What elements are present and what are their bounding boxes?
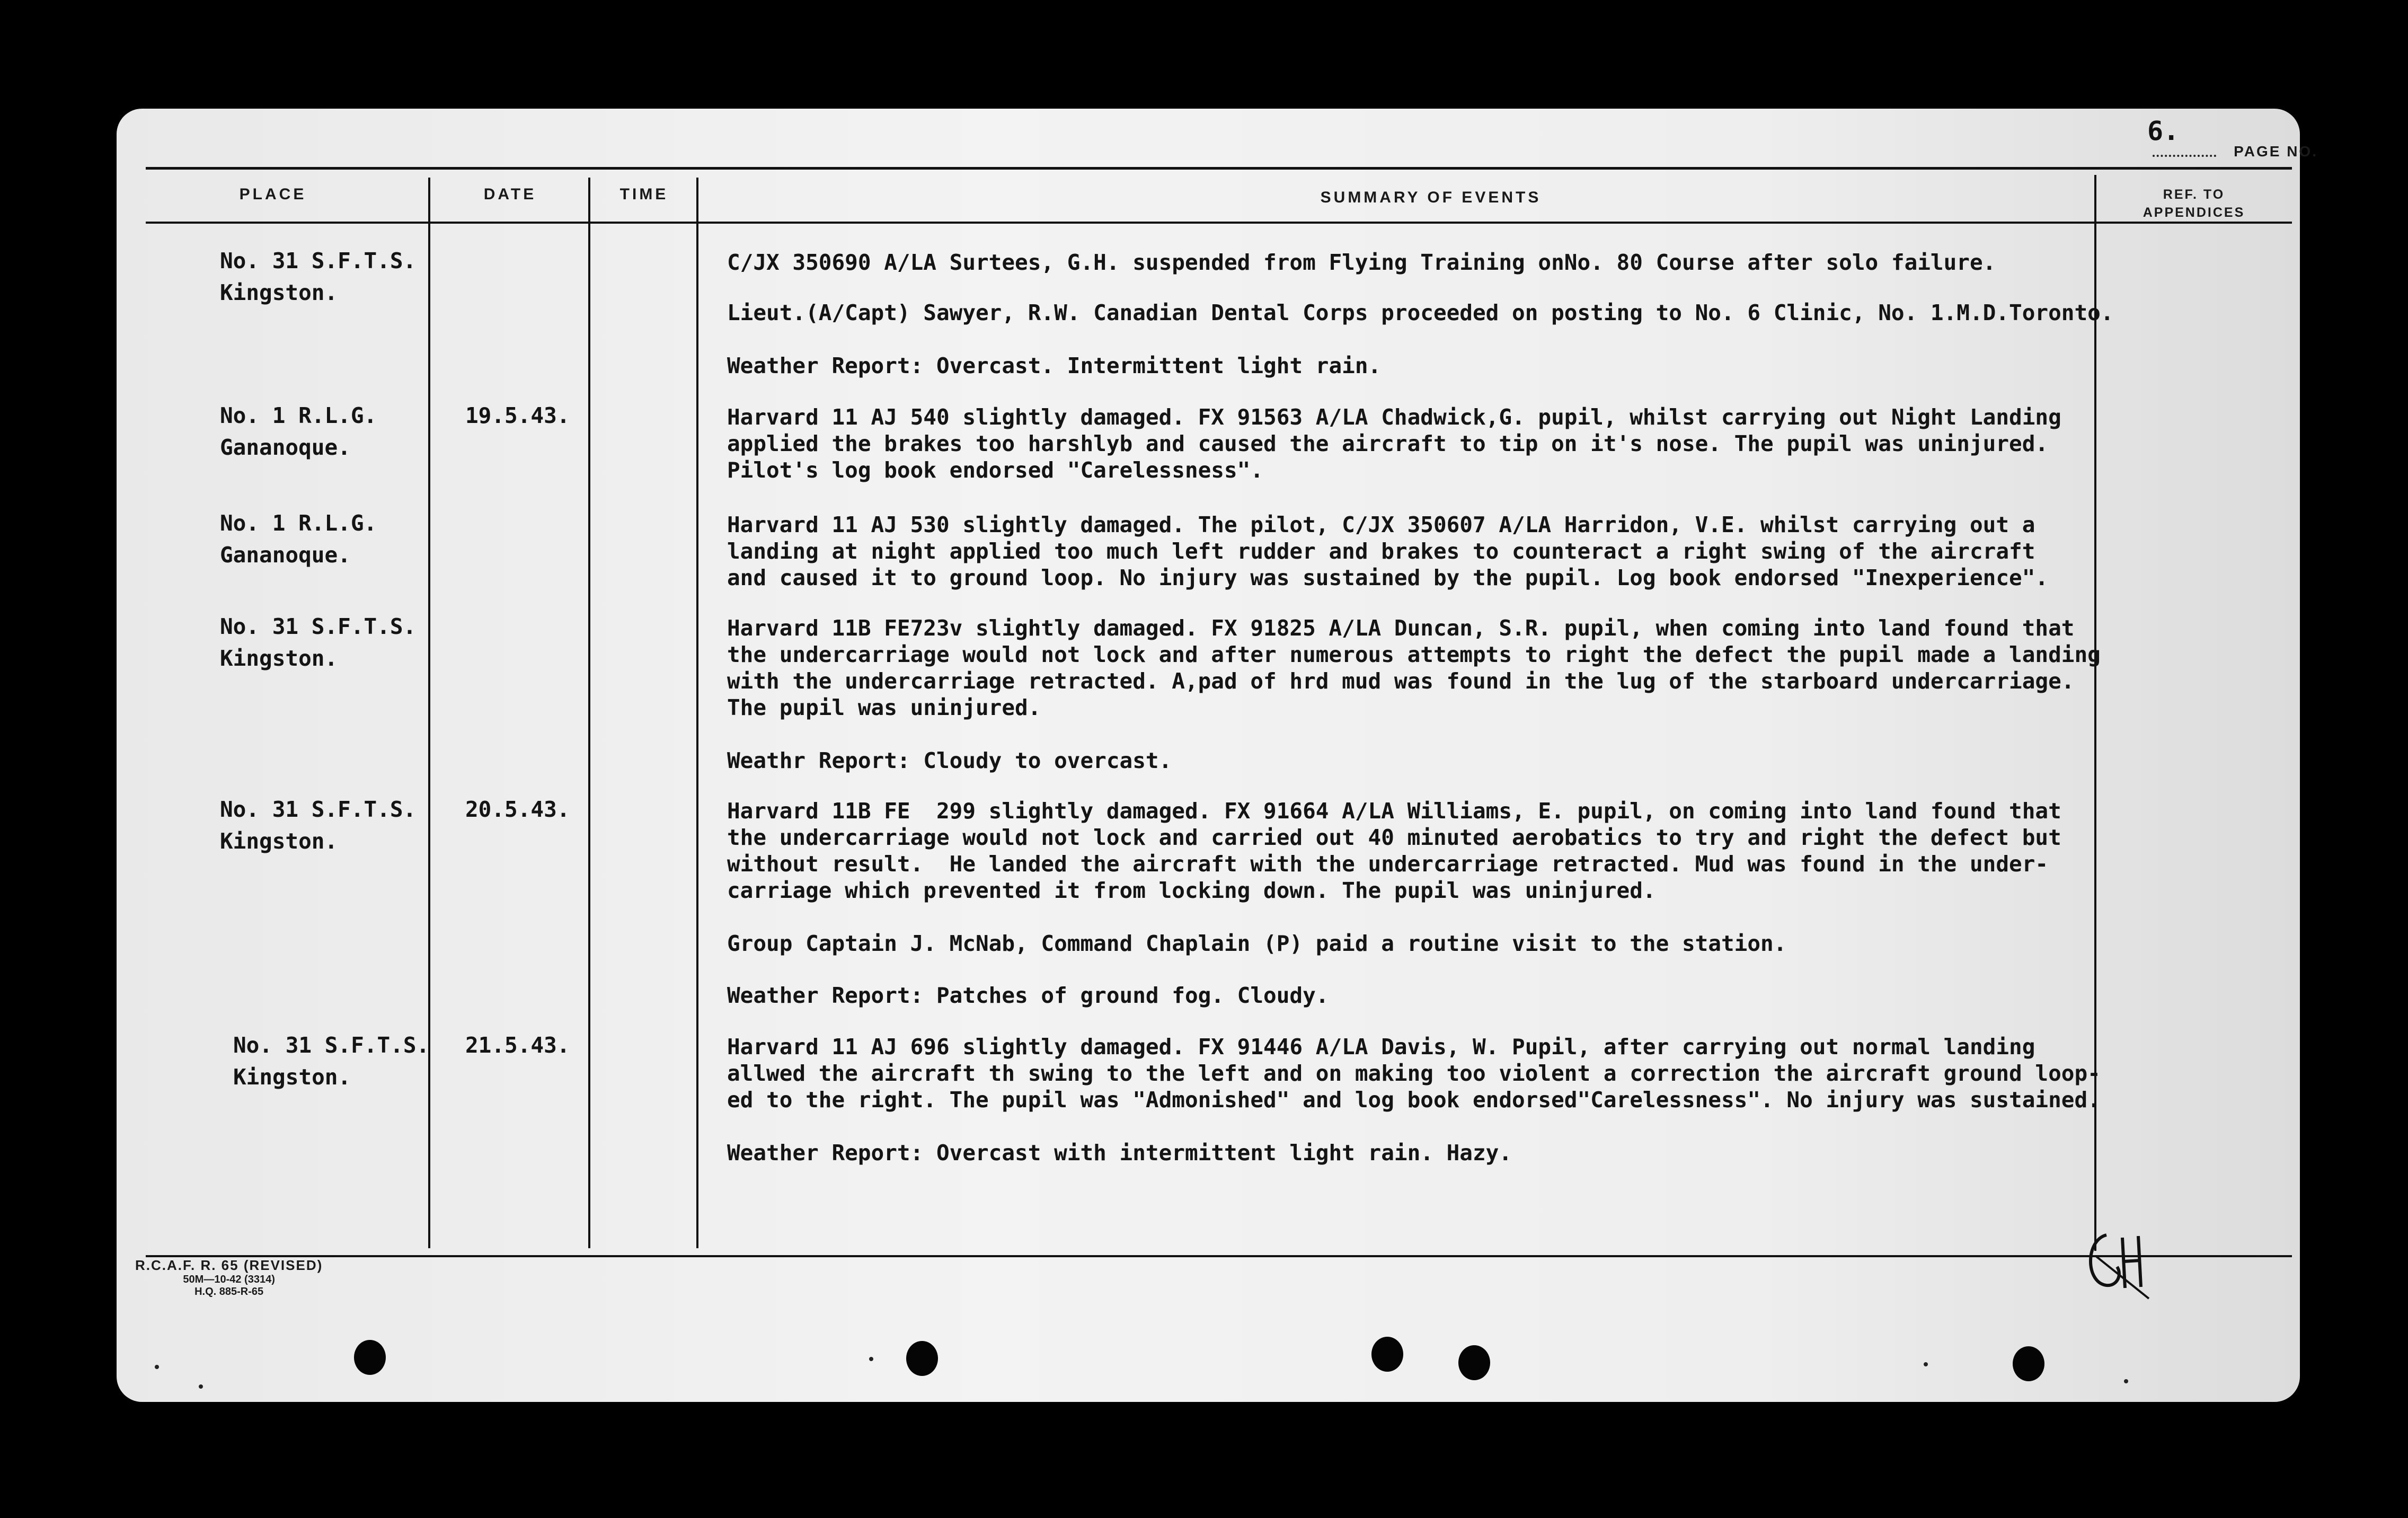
page-number-dotted-line (2153, 155, 2216, 157)
entry-summary-line: Weathr Report: Cloudy to overcast. (727, 748, 1172, 773)
binder-hole (1371, 1337, 1403, 1372)
entry-summary-line: Harvard 11 AJ 696 slightly damaged. FX 91446 A/LA Davis, W. Pupil, after carrying out normal landing (727, 1034, 2035, 1060)
entry-summary-line: The pupil was uninjured. (727, 695, 1041, 720)
entry-summary-line: Weather Report: Overcast with intermittent light rain. Hazy. (727, 1140, 1512, 1166)
entry-summary-line: Weather Report: Patches of ground fog. Cloudy. (727, 983, 1329, 1008)
ref-header-line2: APPENDICES (2143, 205, 2245, 220)
entry-summary-line: landing at night applied too much left rudder and brakes to counteract a right swing of the aircraft (727, 539, 2035, 564)
entry-summary-line: Harvard 11B FE 299 slightly damaged. FX 91664 A/LA Williams, E. pupil, on coming into land found that (727, 798, 2061, 824)
binder-hole (2013, 1346, 2044, 1381)
entry-summary-line: Harvard 11 AJ 530 slightly damaged. The pilot, C/JX 350607 A/LA Harridon, V.E. whilst carrying out a (727, 512, 2035, 537)
entry-summary-line: allwed the aircraft th swing to the left and on making too violent a correction the aircraft ground loop- (727, 1061, 2101, 1086)
binder-hole (1458, 1345, 1490, 1380)
speck (2124, 1379, 2128, 1383)
header-bottom-rule (146, 222, 2292, 224)
entry-place: No. 1 R.L.G. Gananoque. (220, 510, 377, 568)
speck (155, 1365, 159, 1369)
speck (1924, 1362, 1928, 1366)
speck (199, 1384, 203, 1389)
entry-summary-line: Harvard 11 AJ 540 slightly damaged. FX 91563 A/LA Chadwick,G. pupil, whilst carrying out Night Landing (727, 404, 2061, 430)
binder-hole (354, 1340, 386, 1375)
binder-hole (906, 1341, 938, 1376)
form-code-line3: H.Q. 885-R-65 (194, 1286, 264, 1298)
entry-place: No. 31 S.F.T.S. Kingston. (233, 1032, 430, 1090)
entry-summary-line: Pilot's log book endorsed "Carelessness". (727, 457, 1264, 483)
entry-summary-line: carriage which prevented it from locking down. The pupil was uninjured. (727, 878, 1656, 903)
entry-summary-line: ed to the right. The pupil was "Admonished" and log book endorsed"Carelessness". No injury was sustained. (727, 1087, 2101, 1113)
column-header-time: TIME (619, 186, 669, 203)
entry-summary-line: without result. He landed the aircraft with the undercarriage retracted. Mud was found in the under- (727, 851, 2049, 877)
header-top-rule (146, 167, 2292, 170)
form-code-line2: 50M—10-42 (3314) (183, 1274, 275, 1285)
handwritten-initials (2075, 1224, 2154, 1304)
page-number-label: PAGE NO. (2234, 143, 2318, 160)
entry-summary-line: Group Captain J. McNab, Command Chaplain (P) paid a routine visit to the station. (727, 931, 1787, 956)
entry-summary-line: the undercarriage would not lock and after numerous attempts to right the defect the pupil made a landing (727, 642, 2101, 667)
column-header-summary: SUMMARY OF EVENTS (1320, 189, 1542, 206)
entry-date: 19.5.43. (465, 403, 570, 428)
entry-summary-line: Harvard 11B FE723v slightly damaged. FX 91825 A/LA Duncan, S.R. pupil, when coming into land found that (727, 615, 2075, 641)
divider-time-summary (696, 178, 698, 1248)
entry-place: No. 31 S.F.T.S. Kingston. (220, 797, 417, 854)
divider-date-time (588, 178, 590, 1248)
form-code-line1: R.C.A.F. R. 65 (REVISED) (135, 1257, 323, 1273)
entry-summary-line: applied the brakes too harshlyb and caused the aircraft to tip on it's nose. The pupil was uninjured. (727, 431, 2049, 456)
entry-date: 20.5.43. (465, 797, 570, 822)
entry-place: No. 31 S.F.T.S. Kingston. (220, 248, 417, 305)
entry-summary-line: and caused it to ground loop. No injury was sustained by the pupil. Log book endorsed "Inexperience". (727, 565, 2049, 590)
footer-rule (146, 1255, 2292, 1257)
entry-summary-line: C/JX 350690 A/LA Surtees, G.H. suspended from Flying Training onNo. 80 Course after solo failure. (727, 250, 1996, 275)
ref-header-line1: REF. TO (2163, 187, 2225, 202)
form-code (135, 1257, 323, 1298)
entry-place: No. 31 S.F.T.S. Kingston. (220, 614, 417, 671)
page-number: 6. (2147, 116, 2180, 146)
entry-summary-line: with the undercarriage retracted. A,pad of hrd mud was found in the lug of the starboard undercarriage. (727, 668, 2075, 694)
column-header-place: PLACE (239, 186, 307, 203)
entry-summary-line: Lieut.(A/Capt) Sawyer, R.W. Canadian Dental Corps proceeded on posting to No. 6 Clinic, No. 1.M.D.Toronto. (727, 300, 2114, 325)
entry-date: 21.5.43. (465, 1032, 570, 1058)
entry-summary-line: the undercarriage would not lock and carried out 40 minuted aerobatics to try and right the defect but (727, 825, 2061, 850)
entry-summary-line: Weather Report: Overcast. Intermittent light rain. (727, 353, 1382, 378)
entry-place: No. 1 R.L.G. Gananoque. (220, 403, 377, 460)
speck (869, 1357, 873, 1361)
column-header-date: DATE (483, 186, 537, 203)
column-header-ref-appendices (2096, 186, 2292, 222)
